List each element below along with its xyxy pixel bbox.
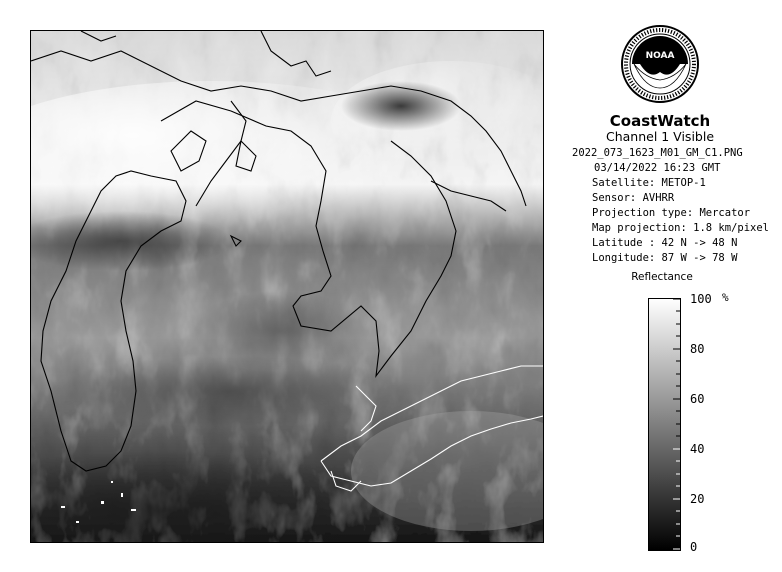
colorbar-tick-20: 20: [690, 492, 705, 506]
page-title: CoastWatch: [609, 112, 711, 130]
satellite-map[interactable]: [30, 30, 544, 543]
projection-label: Projection type: Mercator: [592, 207, 751, 219]
map-projection-label: Map projection: 1.8 km/pixel: [592, 222, 770, 234]
noaa-logo: [620, 18, 700, 110]
colorbar-tick-0: 0: [690, 540, 698, 554]
colorbar-ticks: [649, 299, 680, 550]
colorbar-unit: %: [722, 291, 729, 304]
channel-subtitle: Channel 1 Visible: [605, 129, 715, 144]
colorbar-tick-80: 80: [690, 342, 705, 356]
latitude-label: Latitude : 42 N -> 48 N: [592, 237, 738, 249]
filename-label: 2022_073_1623_M01_GM_C1.PNG: [572, 147, 743, 159]
colorbar-tick-40: 40: [690, 442, 705, 456]
sensor-label: Sensor: AVHRR: [592, 192, 675, 204]
reflectance-colorbar: [648, 298, 681, 551]
noaa-seal-icon: [620, 18, 700, 110]
datetime-label: 03/14/2022 16:23 GMT: [594, 162, 721, 174]
longitude-label: Longitude: 87 W -> 78 W: [592, 252, 738, 264]
noaa-logo-text: NOAA: [645, 51, 675, 61]
colorbar-title: Reflectance: [631, 271, 693, 283]
satellite-label: Satellite: METOP-1: [592, 177, 706, 189]
colorbar-tick-60: 60: [690, 392, 705, 406]
colorbar-tick-100: 100: [690, 292, 712, 306]
satellite-image: [31, 31, 543, 542]
